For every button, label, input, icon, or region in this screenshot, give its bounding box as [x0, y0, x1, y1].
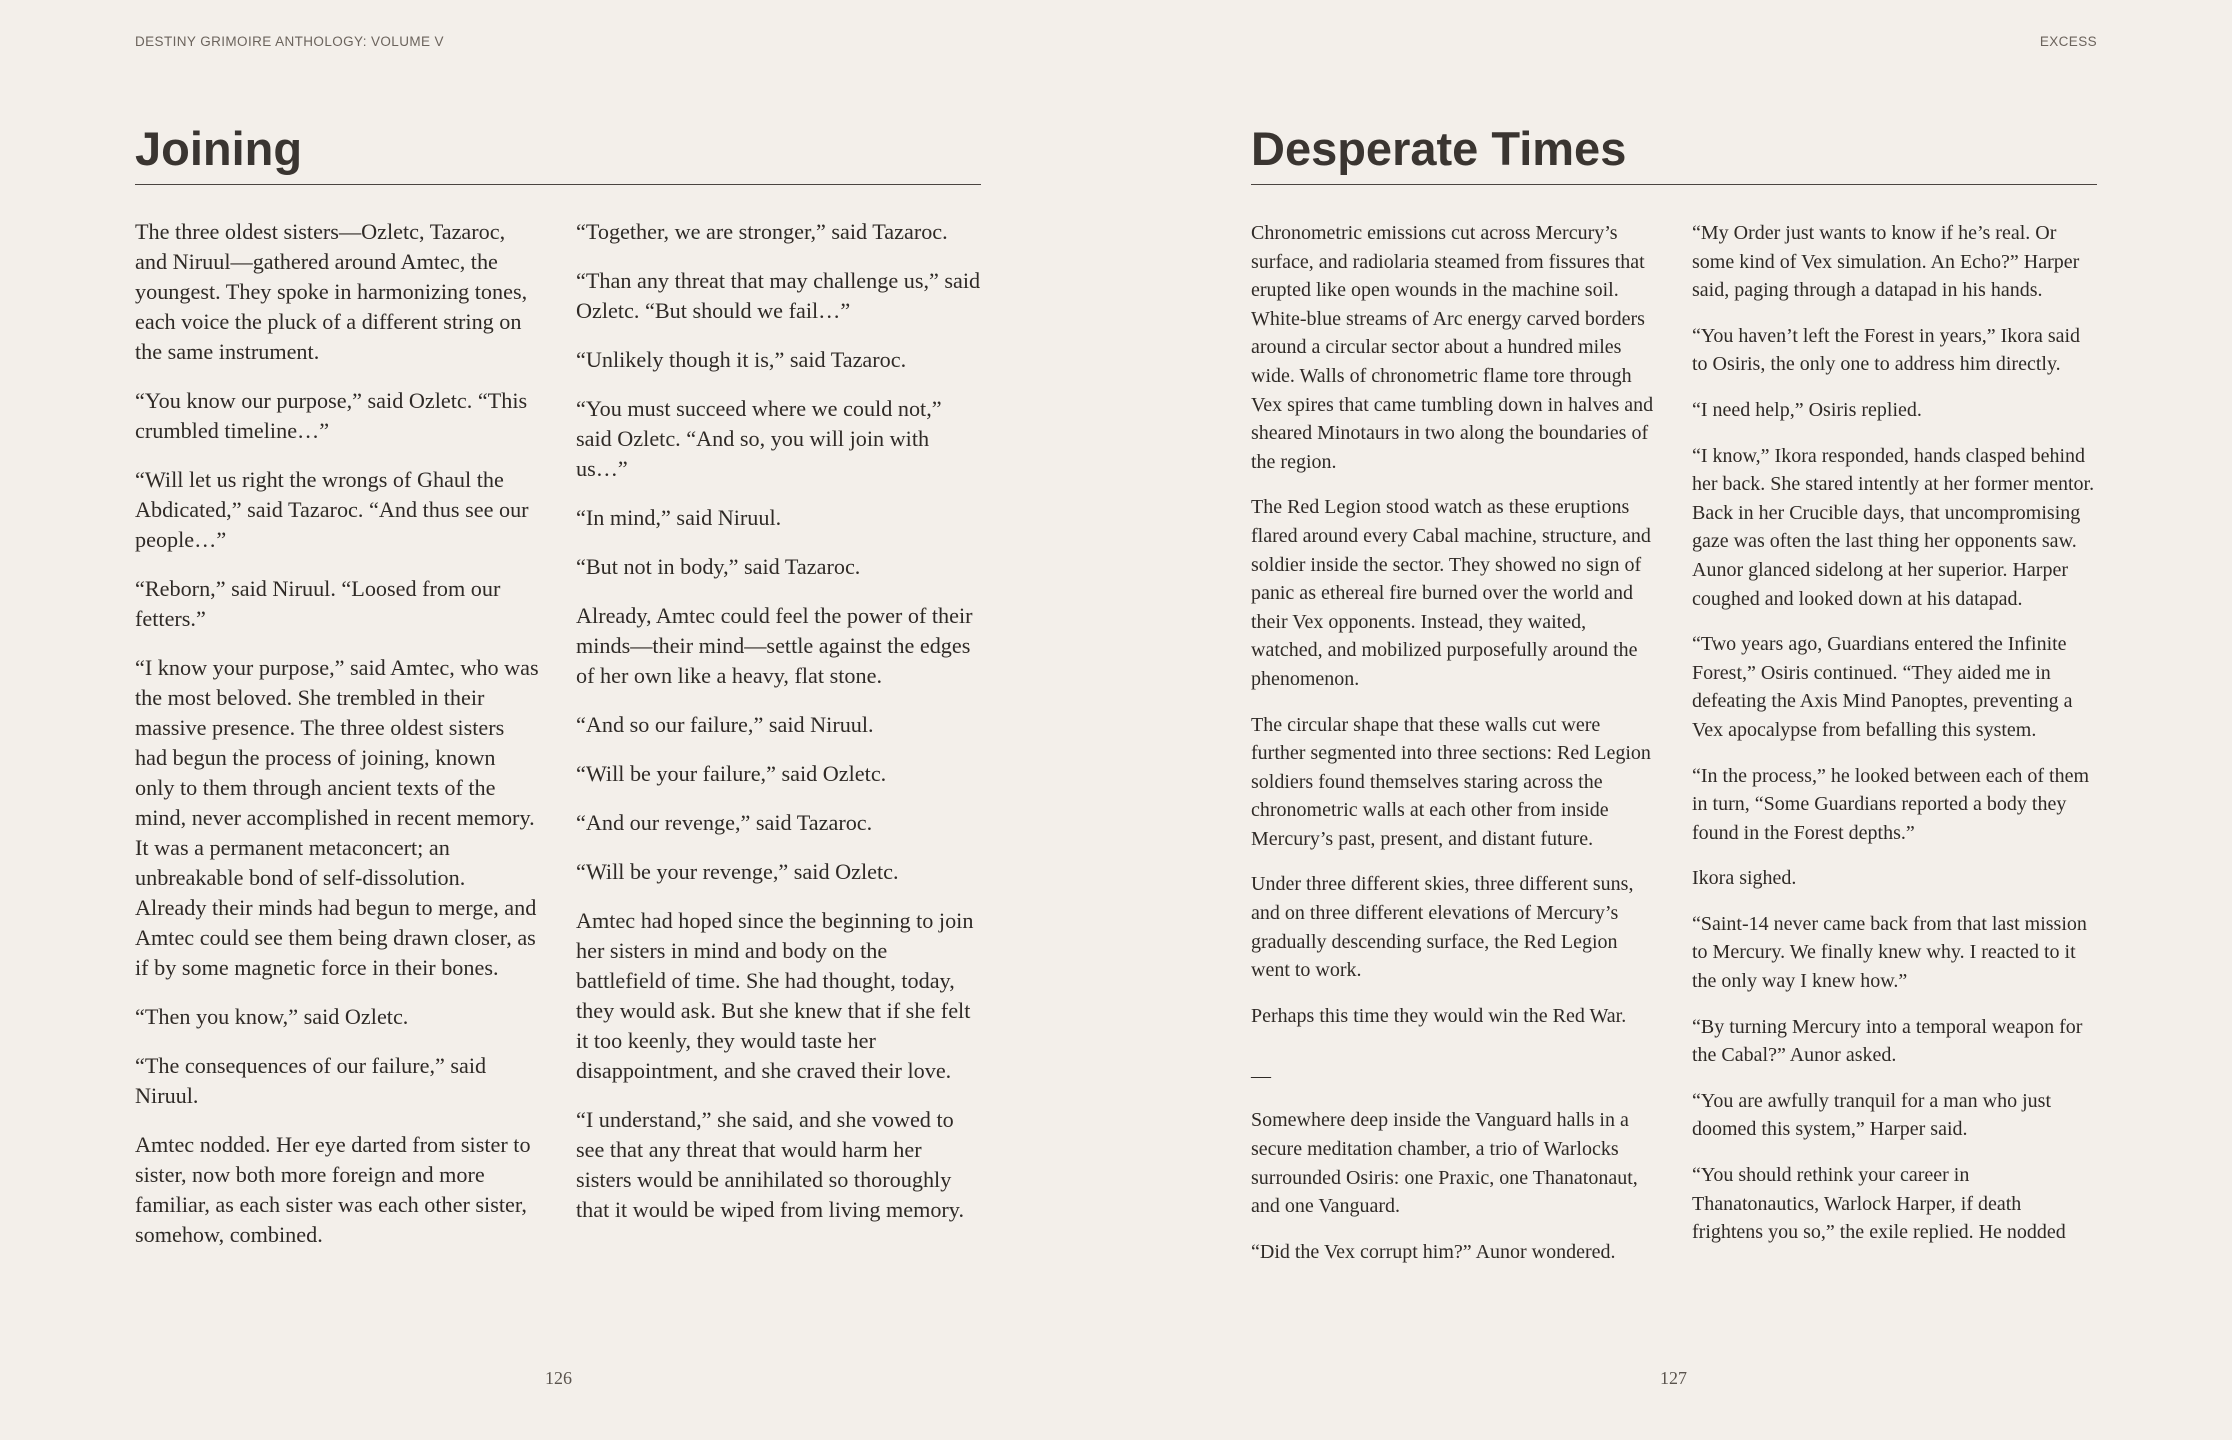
running-head-section: EXCESS: [2039, 34, 2097, 49]
paragraph: The circular shape that these walls cut were further segmented into three sections: Red Legion soldiers found themselves staring across the chronometric walls at each other from inside Mercury’s past, present, and distant future.: [1251, 713, 1651, 850]
left-page-column-1: [135, 217, 539, 1269]
paragraph: “Will be your revenge,” said Ozletc.: [576, 859, 899, 884]
paragraph: “I know,” Ikora responded, hands clasped behind her back. She stared intently at her former mentor. Back in her Crucible days, that uncompromising gaze was often the last thing her opponents saw. Aunor glanced sidelong at her superior. Harper coughed and looked down at his datapad.: [1692, 444, 2095, 610]
paragraph: “I need help,” Osiris replied.: [1692, 398, 1922, 421]
paragraph: “Saint-14 never came back from that last mission to Mercury. We finally knew why. I reacted to it the only way I knew how.”: [1692, 912, 2087, 993]
paragraph: Somewhere deep inside the Vanguard halls in a secure meditation chamber, a trio of Warlocks surrounded Osiris: one Praxic, one Thanatonaut, and one Vanguard.: [1251, 1109, 1638, 1218]
paragraph: “Than any threat that may challenge us,” said Ozletc. “But should we fail…”: [576, 268, 981, 323]
paragraph: Under three different skies, three different suns, and on three different elevations of Mercury’s gradually descending surface, the Red Legion went to work.: [1251, 873, 1634, 982]
paragraph: Amtec nodded. Her eye darted from sister to sister, now both more foreign and more familiar, as each sister was each other sister, somehow, combined.: [135, 1132, 531, 1247]
paragraph: “By turning Mercury into a temporal weapon for the Cabal?” Aunor asked.: [1692, 1015, 2083, 1067]
paragraph: “And our revenge,” said Tazaroc.: [576, 810, 873, 835]
paragraph: “You must succeed where we could not,” said Ozletc. “And so, you will join with us…”: [576, 396, 942, 481]
right-page-columns: [1251, 219, 2097, 1283]
paragraph: “Unlikely though it is,” said Tazaroc.: [576, 347, 907, 372]
paragraph: “And so our failure,” said Niruul.: [576, 712, 874, 737]
paragraph: “In the process,” he looked between each of them in turn, “Some Guardians reported a body they found in the Forest depths.”: [1692, 764, 2090, 844]
left-page-columns: [135, 217, 981, 1269]
paragraph: “You haven’t left the Forest in years,” Ikora said to Osiris, the only one to address him directly.: [1692, 324, 2081, 376]
paragraph: The Red Legion stood watch as these eruptions flared around every Cabal machine, structure, and soldier inside the sector. They showed no sign of panic as ethereal fire burned over the world and their Vex opponents. Instead, they waited, watched, and mobilized purposefully around the phenomenon.: [1251, 496, 1651, 690]
right-page-column-2: [1692, 219, 2096, 1283]
chapter-title-joining: Joining: [135, 125, 981, 185]
paragraph: “The consequences of our failure,” said Niruul.: [135, 1053, 487, 1108]
paragraph: Chronometric emissions cut across Mercury’s surface, and radiolaria steamed from fissures that erupted like open wounds in the machine soil. White-blue streams of Arc energy carved borders around a circular sector about a hundred miles wide. Walls of chronometric flame tore through Vex spires that came tumbling down in halves and sheared Minotaurs in two along the boundaries of the region.: [1251, 222, 1654, 473]
chapter-title-desperate-times: Desperate Times: [1251, 125, 2097, 185]
paragraph: “Will let us right the wrongs of Ghaul the Abdicated,” said Tazaroc. “And thus see our people…”: [135, 467, 529, 552]
paragraph: Amtec had hoped since the beginning to join her sisters in mind and body on the battlefield of time. She had thought, today, they would ask. But she knew that if she felt it too keenly, they would taste her disappointment, and she craved their love.: [576, 908, 974, 1083]
paragraph: “Then you know,” said Ozletc.: [135, 1004, 409, 1029]
section-break-dash: —: [1251, 1065, 1271, 1088]
paragraph: The three oldest sisters—Ozletc, Tazaroc, and Niruul—gathered around Amtec, the youngest. They spoke in harmonizing tones, each voice the pluck of a different string on the same instrument.: [135, 219, 528, 364]
left-page: [135, 122, 981, 1269]
paragraph: “I understand,” she said, and she vowed to see that any threat that would harm her sisters would be annihilated so thoroughly that it would be wiped from living memory.: [576, 1107, 965, 1222]
paragraph: “Two years ago, Guardians entered the Infinite Forest,” Osiris continued. “They aided me in defeating the Axis Mind Panoptes, preventing a Vex apocalypse from befalling this system.: [1692, 633, 2073, 741]
paragraph: “You know our purpose,” said Ozletc. “This crumbled timeline…”: [135, 388, 528, 443]
right-page-column-1: [1251, 219, 1655, 1283]
paragraph: “But not in body,” said Tazaroc.: [576, 554, 861, 579]
paragraph: “Will be your failure,” said Ozletc.: [576, 761, 887, 786]
running-head-book-title: DESTINY GRIMOIRE ANTHOLOGY: VOLUME V: [135, 34, 444, 49]
paragraph: “You should rethink your career in Thanatonautics, Warlock Harper, if death frightens you so,” the exile replied. He nodded: [1692, 1164, 2066, 1244]
paragraph: Perhaps this time they would win the Red War.: [1251, 1004, 1627, 1027]
paragraph: “I know your purpose,” said Amtec, who was the most beloved. She trembled in their massive presence. The three oldest sisters had begun the process of joining, known only to them through ancient texts of the mind, never accomplished in recent memory. It was a permanent metaconcert; an unbreakable bond of self-dissolution. Already their minds had begun to merge, and Amtec could see them being drawn closer, as if by some magnetic force in their bones.: [135, 655, 539, 980]
paragraph: Already, Amtec could feel the power of their minds—their mind—settle against the edges of her own like a heavy, flat stone.: [576, 603, 973, 688]
paragraph: “Together, we are stronger,” said Tazaroc.: [576, 219, 948, 244]
paragraph: “Did the Vex corrupt him?” Aunor wondered.: [1251, 1240, 1616, 1263]
page-number-left: 126: [545, 1368, 572, 1388]
paragraph: Ikora sighed.: [1692, 867, 1797, 890]
right-page: [1251, 122, 2097, 1283]
left-page-column-2: [576, 217, 981, 1269]
page-number-right: 127: [1660, 1368, 1687, 1388]
paragraph: “You are awfully tranquil for a man who just doomed this system,” Harper said.: [1692, 1089, 2052, 1141]
paragraph: “In mind,” said Niruul.: [576, 505, 782, 530]
paragraph: “My Order just wants to know if he’s real. Or some kind of Vex simulation. An Echo?” Harper said, paging through a datapad in his hands.: [1692, 222, 2080, 302]
paragraph: “Reborn,” said Niruul. “Loosed from our fetters.”: [135, 576, 501, 631]
